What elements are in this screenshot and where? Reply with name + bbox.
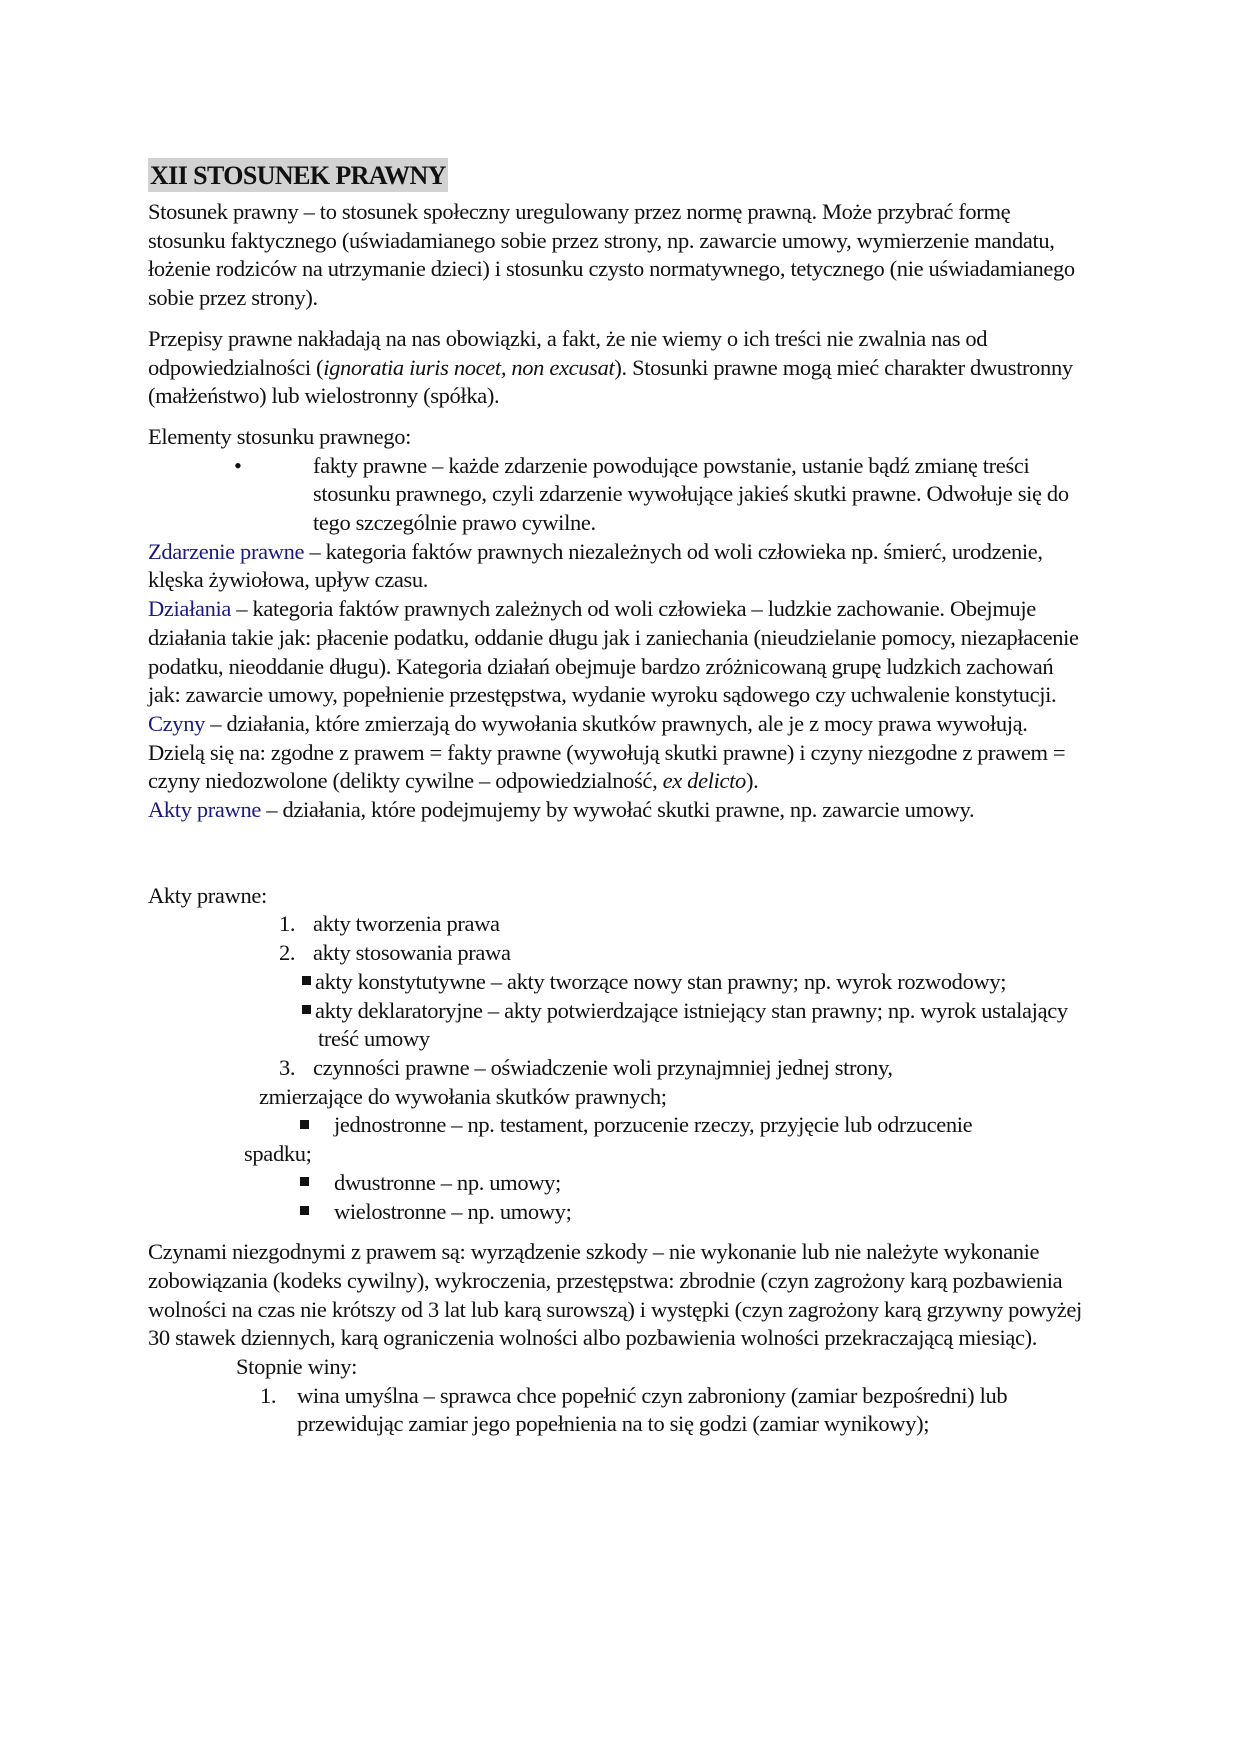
elements-label: Elementy stosunku prawnego:	[148, 423, 412, 449]
paragraph-definition: Stosunek prawny – to stosunek społeczny uregulowany przez normę prawną. Może przybrać formę stosunku faktycznego (uświadamianego sobie przez strony, np. zawarcie umowy, wymierzenie mandatu, łożenie rodziców na utrzymanie dzieci) i stosunku czysto normatywnego, tetycznego (nie uświadamianego sobie przez strony).	[148, 199, 1075, 311]
square-bullet-icon	[300, 1206, 309, 1215]
list-item: dwustronne – np. umowy;	[148, 1169, 1088, 1198]
list-item: akty deklaratoryjne – akty potwierdzające istniejący stan prawny; np. wyrok ustalający treść umowy	[148, 997, 1088, 1054]
list-item: wielostronne – np. umowy;	[148, 1198, 1088, 1227]
page-title: XII STOSUNEK PRAWNY	[148, 158, 448, 192]
list-item: 2. akty stosowania prawa	[279, 940, 511, 966]
paragraph-unlawful-acts: Czynami niezgodnymi z prawem są: wyrządzenie szkody – nie wykonanie lub nie należyte wykonanie zobowiązania (kodeks cywilny), wykroczenia, przestępstwa: zbrodnie (czyn zagrożony karą pozbawienia wolności na czas nie krótszy od 3 lat lub karą surowszą) i występki (czyn zagrożony karą grzywny powyżej 30 stawek dziennych, karą ograniczenia wolności albo pozbawienia wolności przekraczającą miesiąc).	[148, 1239, 1082, 1351]
definition-czyny: Czyny – działania, które zmierzają do wywołania skutków prawnych, ale je z mocy prawa wywołują. Dzielą się na: zgodne z prawem = fakty prawne (wywołują skutki prawne) i czyny niezgodne z prawem = czyny niedozwolone (delikty cywilne – odpowiedzialność, ex delicto).	[148, 710, 1066, 794]
list-item: 1. wina umyślna – sprawca chce popełnić czyn zabroniony (zamiar bezpośredni) lub przewidując zamiar jego popełnienia na to się godzi (zamiar wynikowy);	[260, 1382, 1008, 1437]
document-page	[148, 158, 1088, 1439]
bullet-icon: •	[234, 452, 242, 478]
square-bullet-icon	[300, 1177, 309, 1186]
list-item-fakty: • fakty prawne – każde zdarzenie powodujące powstanie, ustanie bądź zmianę treści stosunku prawnego, czyli zdarzenie wywołujące jakieś skutki prawne. Odwołuje się do tego szczególnie prawo cywilne.	[234, 452, 1069, 536]
term: Czyny	[148, 710, 205, 736]
list-item: 1. akty tworzenia prawa	[279, 911, 500, 937]
list-item: 3. czynności prawne – oświadczenie woli przynajmniej jednej strony, zmierzające do wywołania skutków prawnych;	[259, 1054, 893, 1109]
definition-akty: Akty prawne – działania, które podejmujemy by wywołać skutki prawne, np. zawarcie umowy.	[148, 797, 975, 823]
definition-zdarzenie: Zdarzenie prawne – kategoria faktów prawnych niezależnych od woli człowieka np. śmierć, urodzenie, klęska żywiołowa, upływ czasu.	[148, 538, 1043, 593]
paragraph-obligations: Przepisy prawne nakładają na nas obowiązki, a fakt, że nie wiemy o ich treści nie zwalnia nas od odpowiedzialności (ignoratia iuris nocet, non excusat). Stosunki prawne mogą mieć charakter dwustronny (małżeństwo) lub wielostronny (spółka).	[148, 325, 1073, 409]
list-item: akty konstytutywne – akty tworzące nowy stan prawny; np. wyrok rozwodowy;	[148, 968, 1088, 997]
term: Zdarzenie prawne	[148, 538, 305, 564]
term: Działania	[148, 596, 232, 622]
square-bullet-icon	[300, 1120, 309, 1129]
list-item: jednostronne – np. testament, porzucenie rzeczy, przyjęcie lub odrzucenie spadku;	[244, 1112, 973, 1167]
square-bullet-icon	[302, 976, 311, 985]
definition-dzialania: Działania – kategoria faktów prawnych zależnych od woli człowieka – ludzkie zachowanie. Obejmuje działania takie jak: płacenie podatku, oddanie długu jak i zaniechania (nieudzielanie pomocy, niezapłacenie podatku, nieoddanie długu). Kategoria działań obejmuje bardzo zróżnicowaną grupę ludzkich zachowań jak: zawarcie umowy, popełnienie przestępstwa, wydanie wyroku sądowego czy uchwalenie konstytucji.	[148, 596, 1079, 708]
guilt-label: Stopnie winy:	[236, 1354, 358, 1380]
latin-maxim: ignoratia iuris nocet, non excusat	[323, 354, 615, 380]
square-bullet-icon	[302, 1005, 311, 1014]
acts-label: Akty prawne:	[148, 882, 267, 908]
term: Akty prawne	[148, 797, 261, 823]
